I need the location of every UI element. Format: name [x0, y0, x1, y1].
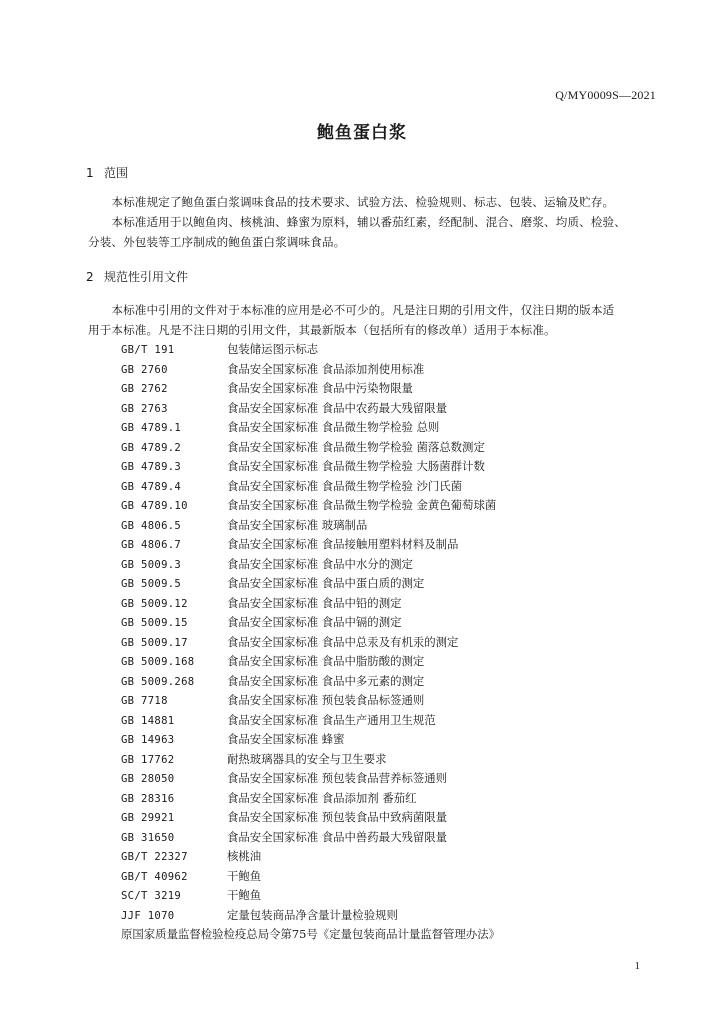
reference-item — [121, 516, 661, 536]
reference-title: 食品安全国家标准 食品生产通用卫生规范 — [227, 712, 436, 727]
reference-code: GB 28316 — [121, 792, 175, 805]
reference-title: 食品安全国家标准 食品添加剂 番茄红 — [227, 790, 417, 805]
reference-item — [121, 750, 661, 770]
reference-code: GB 7718 — [121, 695, 168, 707]
reference-code: GB 4806.7 — [121, 539, 182, 551]
reference-title: 干鲍鱼 — [227, 868, 262, 883]
reference-item — [121, 574, 661, 594]
reference-code: GB 5009.268 — [121, 675, 195, 688]
reference-item — [121, 789, 661, 809]
reference-item — [121, 594, 661, 614]
reference-code: GB 4789.2 — [121, 441, 182, 454]
reference-item — [121, 652, 661, 672]
reference-item — [121, 613, 661, 633]
reference-title: 定量包装商品净含量计量检验规则 — [227, 907, 398, 922]
reference-title: 食品安全国家标准 食品接触用塑料材料及制品 — [227, 537, 459, 551]
reference-title: 耐热玻璃器具的安全与卫生要求 — [227, 751, 387, 766]
reference-item — [121, 418, 661, 438]
reference-title: 食品安全国家标准 食品中总汞及有机汞的测定 — [227, 634, 459, 649]
reference-code: GB 5009.5 — [121, 578, 182, 590]
reference-item — [121, 906, 661, 926]
reference-item — [121, 886, 661, 906]
reference-item — [121, 828, 661, 848]
scope-paragraph — [88, 192, 660, 252]
reference-code: GB 5009.12 — [121, 597, 188, 610]
reference-item — [121, 691, 661, 711]
reference-item — [121, 457, 661, 477]
reference-title: 食品安全国家标准 食品中脂肪酸的测定 — [227, 654, 425, 668]
page-title: 鲍鱼蛋白浆 — [317, 123, 407, 143]
reference-item — [121, 496, 661, 516]
reference-title: 食品安全国家标准 食品微生物学检验 菌落总数测定 — [227, 439, 485, 454]
reference-title: 食品安全国家标准 食品微生物学检验 总则 — [227, 420, 440, 434]
section-number: 1 — [86, 166, 94, 180]
reference-title: 食品安全国家标准 食品中污染物限量 — [227, 381, 413, 395]
page-number: 1 — [634, 960, 640, 972]
section-number: 2 — [86, 270, 94, 284]
reference-item — [121, 847, 661, 867]
reference-item — [121, 867, 661, 887]
reference-title: 食品安全国家标准 食品中蛋白质的测定 — [227, 576, 425, 590]
reference-title: 食品安全国家标准 玻璃制品 — [227, 517, 368, 532]
reference-code: GB 5009.168 — [121, 656, 195, 668]
reference-code: GB 31650 — [121, 831, 175, 844]
reference-title: 食品安全国家标准 预包装食品标签通则 — [227, 693, 425, 707]
reference-code: GB 4789.3 — [121, 461, 182, 473]
reference-item — [121, 769, 661, 789]
reference-item — [121, 711, 661, 731]
reference-code: GB 2760 — [121, 363, 168, 376]
reference-code: GB 5009.17 — [121, 636, 188, 649]
reference-title: 包装储运图示标志 — [227, 342, 319, 356]
reference-code: GB 4789.10 — [121, 500, 188, 512]
document-code: Q/MY0009S—2021 — [555, 88, 656, 102]
reference-item — [121, 535, 661, 555]
reference-code: SC/T 3219 — [121, 890, 182, 902]
reference-title: 核桃油 — [227, 849, 262, 863]
reference-item — [121, 730, 661, 750]
reference-item — [121, 340, 661, 360]
reference-list — [121, 340, 661, 945]
reference-code: JJF 1070 — [121, 909, 175, 922]
reference-regulation: 原国家质量监督检验检疫总局令第75号《定量包装商品计量监督管理办法》 — [121, 927, 500, 941]
paragraph-line: 本标准中引用的文件对于本标准的应用是必不可少的。凡是注日期的引用文件，仅注日期的版本适 — [88, 303, 615, 317]
reference-code: GB/T 22327 — [121, 851, 188, 863]
reference-code: GB 17762 — [121, 753, 175, 766]
paragraph-line: 本标准适用于以鲍鱼肉、核桃油、蜂蜜为原料，辅以番茄红素，经配制、混合、磨浆、均质、检验、 — [88, 215, 626, 229]
section-heading-normative-references — [86, 268, 188, 285]
reference-item — [121, 555, 661, 575]
reference-item — [121, 477, 661, 497]
paragraph-line: 用于本标准。凡是不注日期的引用文件，其最新版本（包括所有的修改单）适用于本标准。 — [88, 323, 556, 337]
reference-code: GB 2763 — [121, 402, 168, 415]
reference-code: GB/T 40962 — [121, 870, 188, 883]
reference-code: GB 14881 — [121, 714, 175, 727]
reference-title: 食品安全国家标准 食品微生物学检验 金黄色葡萄球菌 — [227, 498, 497, 512]
reference-code: GB 5009.3 — [121, 558, 182, 571]
reference-code: GB 4789.4 — [121, 480, 182, 493]
reference-code: GB 4789.1 — [121, 422, 182, 434]
reference-item — [121, 399, 661, 419]
reference-code: GB 28050 — [121, 773, 175, 785]
reference-code: GB 4806.5 — [121, 519, 182, 532]
reference-title: 食品安全国家标准 食品微生物学检验 大肠菌群计数 — [227, 459, 485, 473]
section-title: 范围 — [104, 166, 129, 180]
reference-item — [121, 438, 661, 458]
reference-code: GB/T 191 — [121, 344, 175, 356]
reference-item — [121, 379, 661, 399]
reference-item — [121, 633, 661, 653]
section-heading-scope — [86, 164, 128, 181]
reference-title: 食品安全国家标准 食品中兽药最大残留限量 — [227, 829, 448, 844]
reference-code: GB 5009.15 — [121, 617, 188, 629]
section-title: 规范性引用文件 — [104, 270, 189, 284]
reference-code: GB 14963 — [121, 734, 175, 746]
reference-title: 食品安全国家标准 蜂蜜 — [227, 732, 345, 746]
reference-title: 食品安全国家标准 食品中镉的测定 — [227, 615, 402, 629]
reference-title: 食品安全国家标准 食品中多元素的测定 — [227, 673, 425, 688]
reference-title: 干鲍鱼 — [227, 888, 262, 902]
reference-title: 食品安全国家标准 食品微生物学检验 沙门氏菌 — [227, 478, 463, 493]
references-intro-paragraph — [88, 300, 660, 340]
reference-title: 食品安全国家标准 预包装食品中致病菌限量 — [227, 810, 448, 824]
paragraph-line: 本标准规定了鲍鱼蛋白浆调味食品的技术要求、试验方法、检验规则、标志、包装、运输及贮存。 — [88, 195, 615, 209]
reference-item — [121, 360, 661, 380]
reference-title: 食品安全国家标准 食品添加剂使用标准 — [227, 361, 425, 376]
reference-code: GB 2762 — [121, 383, 168, 395]
reference-title: 食品安全国家标准 食品中铅的测定 — [227, 595, 402, 610]
reference-title: 食品安全国家标准 预包装食品营养标签通则 — [227, 771, 448, 785]
reference-item — [121, 672, 661, 692]
reference-title: 食品安全国家标准 食品中水分的测定 — [227, 556, 413, 571]
reference-item — [121, 808, 661, 828]
reference-title: 食品安全国家标准 食品中农药最大残留限量 — [227, 400, 448, 415]
reference-code: GB 29921 — [121, 812, 175, 824]
paragraph-line: 分装、外包装等工序制成的鲍鱼蛋白浆调味食品。 — [88, 235, 346, 249]
